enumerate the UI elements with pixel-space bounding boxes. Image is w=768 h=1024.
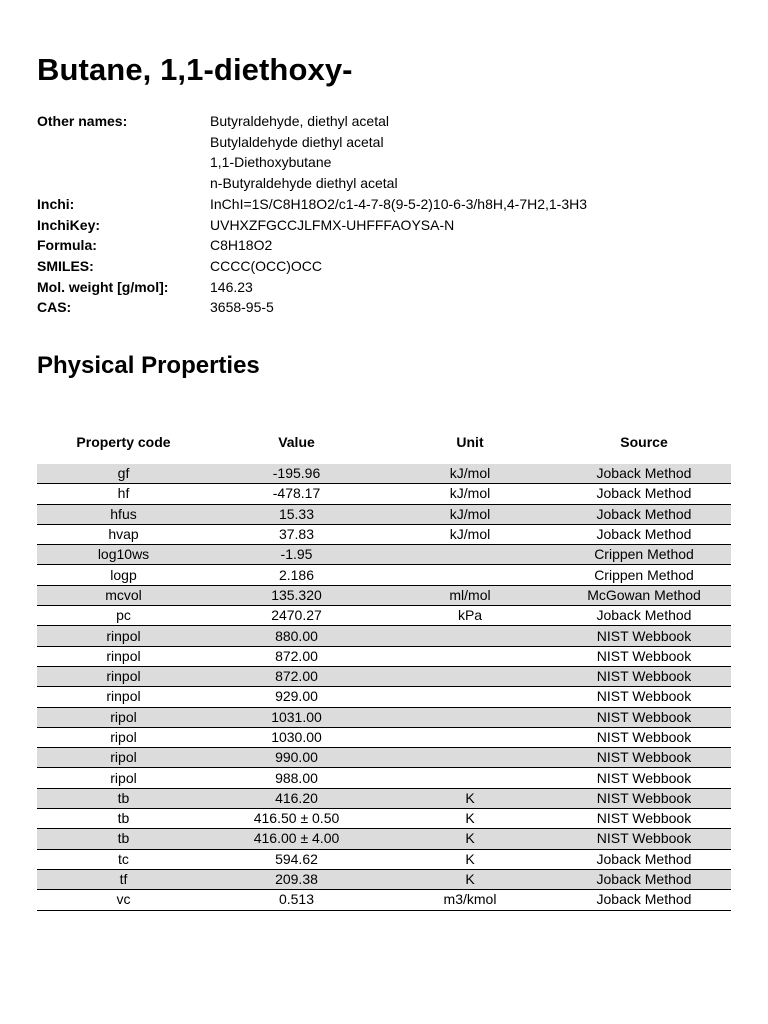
table-row bbox=[37, 504, 731, 524]
info-row bbox=[37, 256, 737, 277]
cell-value: 416.20 bbox=[210, 788, 383, 808]
info-row bbox=[37, 277, 737, 298]
cell-property-code: tf bbox=[37, 869, 210, 889]
table-row bbox=[37, 829, 731, 849]
cell-source: Joback Method bbox=[557, 869, 731, 889]
info-value: 1,1-Diethoxybutane bbox=[210, 154, 332, 171]
cell-property-code: pc bbox=[37, 606, 210, 626]
cell-value: 416.00 ± 4.00 bbox=[210, 829, 383, 849]
info-value: Butylaldehyde diethyl acetal bbox=[210, 133, 384, 150]
cell-unit: kJ/mol bbox=[383, 504, 557, 524]
cell-property-code: rinpol bbox=[37, 687, 210, 707]
cell-property-code: gf bbox=[37, 464, 210, 484]
cell-unit bbox=[383, 687, 557, 707]
cell-value: 15.33 bbox=[210, 504, 383, 524]
cell-unit: kJ/mol bbox=[383, 524, 557, 544]
cell-property-code: tb bbox=[37, 809, 210, 829]
cell-unit: K bbox=[383, 788, 557, 808]
cell-value: 2.186 bbox=[210, 565, 383, 585]
info-values bbox=[210, 215, 737, 236]
table-row bbox=[37, 707, 731, 727]
info-value: 3658-95-5 bbox=[210, 299, 274, 316]
cell-unit: m3/kmol bbox=[383, 890, 557, 910]
cell-value: 0.513 bbox=[210, 890, 383, 910]
cell-unit: K bbox=[383, 809, 557, 829]
cell-unit bbox=[383, 707, 557, 727]
cell-value: 872.00 bbox=[210, 666, 383, 686]
info-value: 146.23 bbox=[210, 278, 253, 295]
cell-value: 416.50 ± 0.50 bbox=[210, 809, 383, 829]
info-label: InchiKey: bbox=[37, 216, 101, 233]
header-unit: Unit bbox=[456, 434, 484, 450]
cell-unit: K bbox=[383, 869, 557, 889]
cell-source: NIST Webbook bbox=[557, 646, 731, 666]
cell-source: Joback Method bbox=[557, 464, 731, 484]
cell-value: 2470.27 bbox=[210, 606, 383, 626]
cell-unit: K bbox=[383, 849, 557, 869]
cell-unit bbox=[383, 748, 557, 768]
info-value: n-Butyraldehyde diethyl acetal bbox=[210, 175, 398, 192]
cell-unit bbox=[383, 565, 557, 585]
cell-property-code: ripol bbox=[37, 727, 210, 747]
cell-property-code: rinpol bbox=[37, 626, 210, 646]
info-label: SMILES: bbox=[37, 257, 94, 274]
cell-unit: ml/mol bbox=[383, 585, 557, 605]
cell-value: 135.320 bbox=[210, 585, 383, 605]
info-label: Mol. weight [g/mol]: bbox=[37, 278, 169, 295]
header-source: Source bbox=[620, 434, 668, 450]
cell-source: NIST Webbook bbox=[557, 666, 731, 686]
cell-property-code: mcvol bbox=[37, 585, 210, 605]
info-value: Butyraldehyde, diethyl acetal bbox=[210, 113, 389, 129]
compound-info bbox=[37, 111, 737, 318]
cell-property-code: logp bbox=[37, 565, 210, 585]
table-row bbox=[37, 809, 731, 829]
cell-unit: kJ/mol bbox=[383, 464, 557, 484]
info-label: CAS: bbox=[37, 299, 72, 316]
cell-source: Joback Method bbox=[557, 890, 731, 910]
table-row bbox=[37, 788, 731, 808]
section-title: Physical Properties bbox=[37, 352, 260, 379]
cell-value: 872.00 bbox=[210, 646, 383, 666]
info-label: Inchi: bbox=[37, 195, 75, 212]
cell-source: NIST Webbook bbox=[557, 788, 731, 808]
info-values bbox=[210, 277, 737, 298]
cell-value: 37.83 bbox=[210, 524, 383, 544]
cell-property-code: hfus bbox=[37, 504, 210, 524]
cell-property-code: tb bbox=[37, 788, 210, 808]
cell-property-code: rinpol bbox=[37, 666, 210, 686]
info-row bbox=[37, 235, 737, 256]
page-title: Butane, 1,1-diethoxy- bbox=[37, 52, 353, 87]
cell-value: 1031.00 bbox=[210, 707, 383, 727]
cell-value: 880.00 bbox=[210, 626, 383, 646]
table-row bbox=[37, 890, 731, 910]
cell-property-code: rinpol bbox=[37, 646, 210, 666]
info-values bbox=[210, 297, 737, 318]
table-row bbox=[37, 646, 731, 666]
cell-unit bbox=[383, 666, 557, 686]
info-values bbox=[210, 256, 737, 277]
cell-value: 990.00 bbox=[210, 748, 383, 768]
cell-value: 929.00 bbox=[210, 687, 383, 707]
cell-unit bbox=[383, 727, 557, 747]
cell-value: -195.96 bbox=[210, 464, 383, 484]
cell-source: NIST Webbook bbox=[557, 727, 731, 747]
info-row bbox=[37, 215, 737, 236]
info-label: Other names: bbox=[37, 113, 128, 129]
table-row bbox=[37, 666, 731, 686]
cell-source: NIST Webbook bbox=[557, 829, 731, 849]
cell-source: Joback Method bbox=[557, 849, 731, 869]
table-row bbox=[37, 484, 731, 504]
cell-source: Crippen Method bbox=[557, 545, 731, 565]
table-row bbox=[37, 565, 731, 585]
info-row bbox=[37, 297, 737, 318]
cell-source: NIST Webbook bbox=[557, 768, 731, 788]
cell-value: -478.17 bbox=[210, 484, 383, 504]
cell-value: 209.38 bbox=[210, 869, 383, 889]
info-row bbox=[37, 194, 737, 215]
cell-unit bbox=[383, 626, 557, 646]
info-label: Formula: bbox=[37, 237, 97, 254]
info-value: UVHXZFGCCJLFMX-UHFFFAOYSA-N bbox=[210, 216, 455, 233]
cell-source: NIST Webbook bbox=[557, 748, 731, 768]
cell-value: -1.95 bbox=[210, 545, 383, 565]
table-row bbox=[37, 768, 731, 788]
cell-property-code: ripol bbox=[37, 748, 210, 768]
cell-source: Crippen Method bbox=[557, 565, 731, 585]
cell-source: NIST Webbook bbox=[557, 809, 731, 829]
cell-property-code: log10ws bbox=[37, 545, 210, 565]
table-row bbox=[37, 606, 731, 626]
table-row bbox=[37, 626, 731, 646]
info-value: C8H18O2 bbox=[210, 237, 273, 254]
cell-value: 594.62 bbox=[210, 849, 383, 869]
cell-unit: kJ/mol bbox=[383, 484, 557, 504]
cell-source: Joback Method bbox=[557, 524, 731, 544]
header-value: Value bbox=[278, 434, 315, 450]
cell-source: Joback Method bbox=[557, 504, 731, 524]
table-row bbox=[37, 727, 731, 747]
header-property-code: Property code bbox=[76, 434, 171, 450]
cell-property-code: vc bbox=[37, 890, 210, 910]
table-row bbox=[37, 869, 731, 889]
cell-property-code: tb bbox=[37, 829, 210, 849]
cell-source: NIST Webbook bbox=[557, 687, 731, 707]
cell-value: 988.00 bbox=[210, 768, 383, 788]
cell-unit: kPa bbox=[383, 606, 557, 626]
info-values bbox=[210, 111, 737, 194]
cell-unit: K bbox=[383, 829, 557, 849]
cell-property-code: ripol bbox=[37, 768, 210, 788]
cell-unit bbox=[383, 646, 557, 666]
physical-properties-table bbox=[37, 430, 731, 911]
info-value: InChI=1S/C8H18O2/c1-4-7-8(9-5-2)10-6-3/h8H,4-7H2,1-3H3 bbox=[210, 195, 588, 212]
table-row bbox=[37, 524, 731, 544]
cell-unit bbox=[383, 768, 557, 788]
cell-property-code: tc bbox=[37, 849, 210, 869]
cell-unit bbox=[383, 545, 557, 565]
info-values bbox=[210, 235, 737, 256]
table-row bbox=[37, 464, 731, 484]
cell-property-code: hf bbox=[37, 484, 210, 504]
cell-property-code: hvap bbox=[37, 524, 210, 544]
cell-source: McGowan Method bbox=[557, 585, 731, 605]
table-header-row bbox=[37, 430, 731, 464]
cell-property-code: ripol bbox=[37, 707, 210, 727]
cell-source: NIST Webbook bbox=[557, 626, 731, 646]
table-row bbox=[37, 585, 731, 605]
cell-source: Joback Method bbox=[557, 606, 731, 626]
table-row bbox=[37, 545, 731, 565]
table-row bbox=[37, 748, 731, 768]
table-row bbox=[37, 849, 731, 869]
cell-value: 1030.00 bbox=[210, 727, 383, 747]
info-values bbox=[210, 194, 737, 215]
info-row bbox=[37, 111, 737, 194]
cell-source: Joback Method bbox=[557, 484, 731, 504]
info-value: CCCC(OCC)OCC bbox=[210, 257, 322, 274]
table-row bbox=[37, 687, 731, 707]
cell-source: NIST Webbook bbox=[557, 707, 731, 727]
